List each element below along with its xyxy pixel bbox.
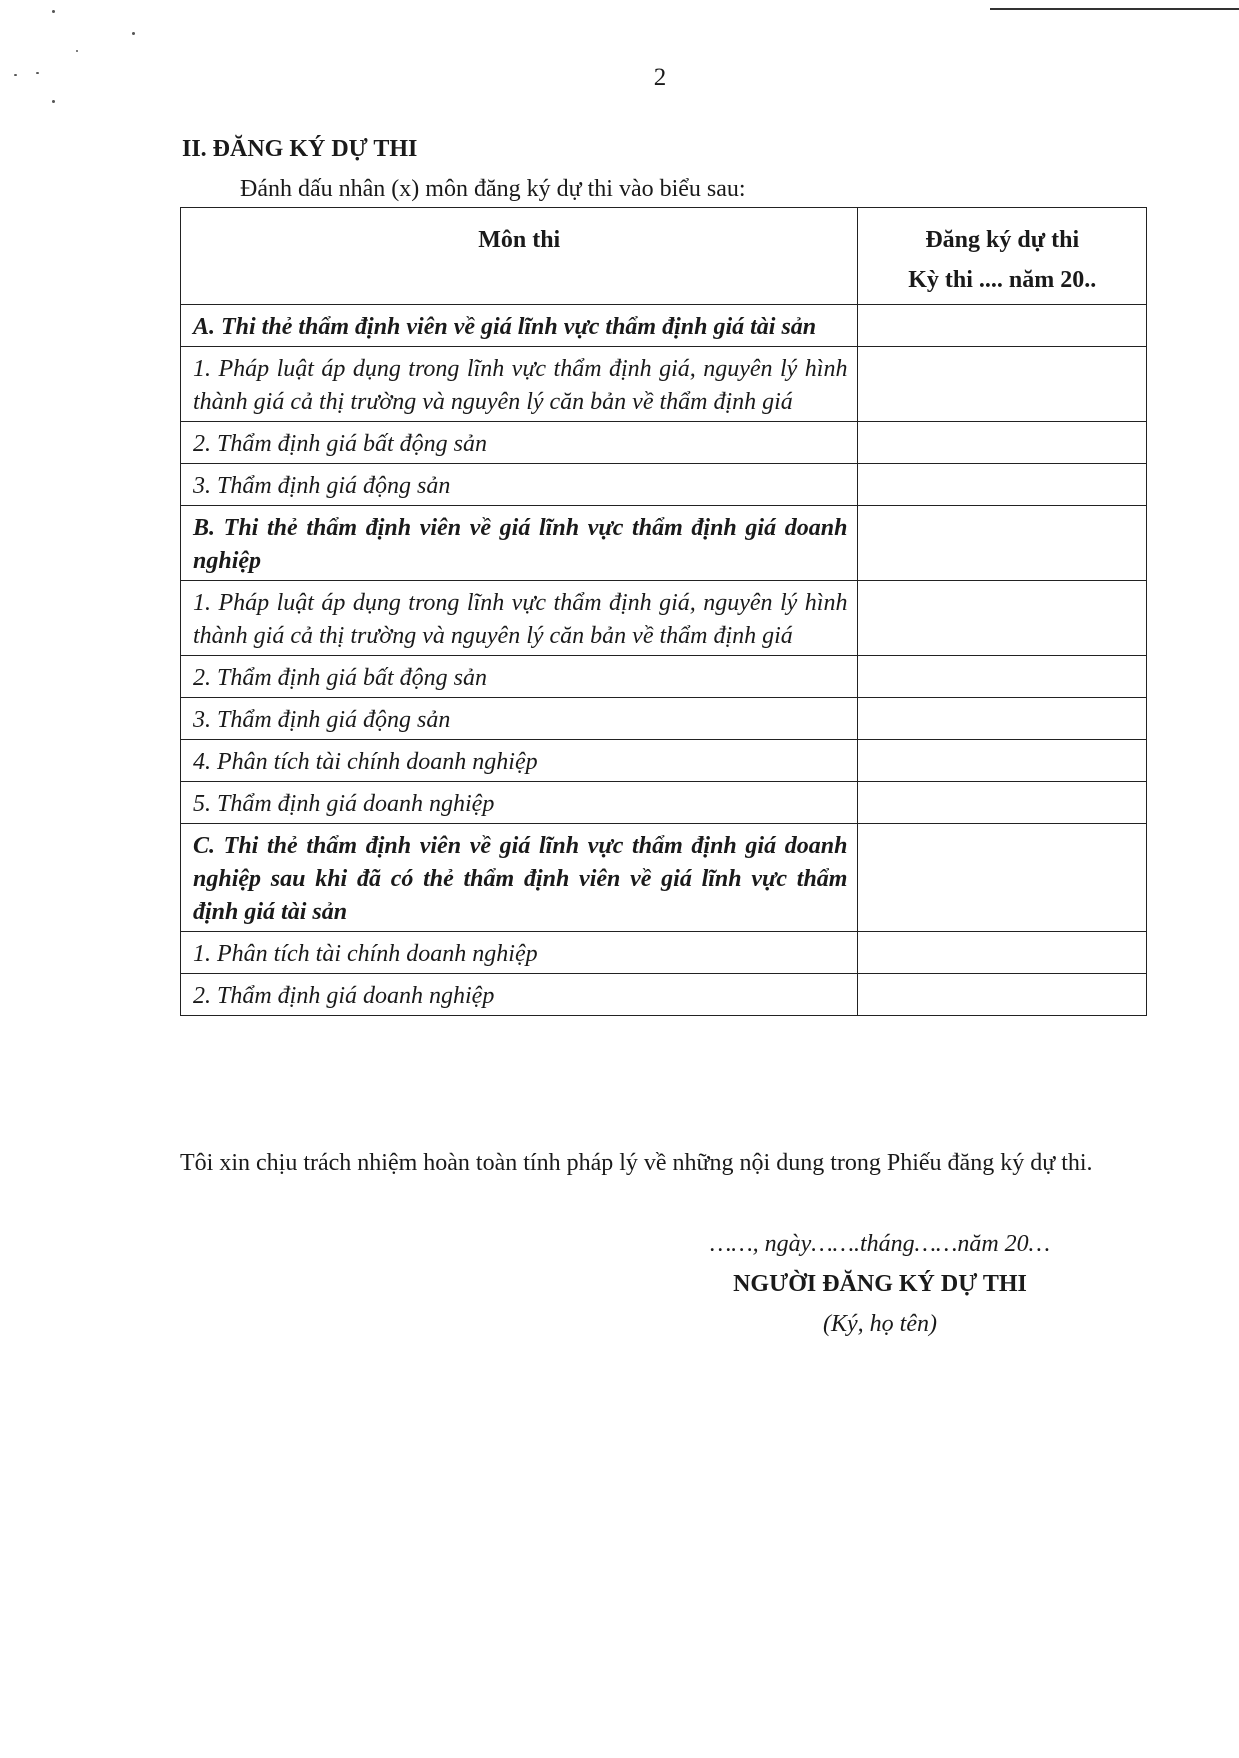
subject-cell: 2. Thẩm định giá doanh nghiệp — [181, 974, 858, 1016]
table-row — [181, 932, 1147, 974]
subject-cell: 2. Thẩm định giá bất động sản — [181, 422, 858, 464]
header-subject: Môn thi — [181, 208, 858, 305]
table-row — [181, 581, 1147, 656]
table-row-group — [181, 824, 1147, 932]
signature-date-line: ……, ngày…….tháng……năm 20… — [709, 1231, 1051, 1257]
subject-cell: 3. Thẩm định giá động sản — [181, 464, 858, 506]
registration-checkbox-cell[interactable] — [858, 506, 1147, 581]
table-row-group — [181, 305, 1147, 347]
registration-checkbox-cell[interactable] — [858, 581, 1147, 656]
registration-checkbox-cell[interactable] — [858, 305, 1147, 347]
subject-cell: 5. Thẩm định giá doanh nghiệp — [181, 782, 858, 824]
signature-note: (Ký, họ tên) — [823, 1311, 937, 1337]
subject-cell: B. Thi thẻ thẩm định viên về giá lĩnh vực thẩm định giá doanh nghiệp — [181, 506, 858, 581]
registration-checkbox-cell[interactable] — [858, 782, 1147, 824]
header-register — [858, 208, 1147, 305]
table-body — [181, 305, 1147, 1016]
signature-title: NGƯỜI ĐĂNG KÝ DỰ THI — [733, 1271, 1027, 1297]
table-row — [181, 422, 1147, 464]
section-title: II. ĐĂNG KÝ DỰ THI — [182, 136, 418, 162]
registration-table — [180, 207, 1147, 1016]
scan-mark — [52, 10, 55, 13]
registration-checkbox-cell[interactable] — [858, 740, 1147, 782]
table-header-row — [181, 208, 1147, 305]
scan-mark — [132, 32, 135, 35]
registration-checkbox-cell[interactable] — [858, 824, 1147, 932]
table-row — [181, 782, 1147, 824]
top-rule — [990, 8, 1239, 10]
declaration-text: Tôi xin chịu trách nhiệm hoàn toàn tính pháp lý về những nội dung trong Phiếu đăng ký dự thi. — [180, 1150, 1093, 1176]
subject-cell: 2. Thẩm định giá bất động sản — [181, 656, 858, 698]
registration-checkbox-cell[interactable] — [858, 464, 1147, 506]
table-row — [181, 464, 1147, 506]
page-number: 2 — [653, 64, 667, 91]
subject-cell: 1. Pháp luật áp dụng trong lĩnh vực thẩm định giá, nguyên lý hình thành giá cả thị trường và nguyên lý căn bản về thẩm định giá — [181, 581, 858, 656]
registration-checkbox-cell[interactable] — [858, 932, 1147, 974]
registration-checkbox-cell[interactable] — [858, 656, 1147, 698]
registration-checkbox-cell[interactable] — [858, 698, 1147, 740]
registration-checkbox-cell[interactable] — [858, 422, 1147, 464]
subject-cell: 3. Thẩm định giá động sản — [181, 698, 858, 740]
registration-checkbox-cell[interactable] — [858, 347, 1147, 422]
table-row — [181, 698, 1147, 740]
table-row — [181, 740, 1147, 782]
header-register-line2: Kỳ thi .... năm 20.. — [908, 267, 1097, 293]
table-row — [181, 656, 1147, 698]
instruction-text: Đánh dấu nhân (x) môn đăng ký dự thi vào biểu sau: — [240, 176, 746, 202]
subject-cell: A. Thi thẻ thẩm định viên về giá lĩnh vực thẩm định giá tài sản — [181, 305, 858, 347]
subject-cell: 1. Pháp luật áp dụng trong lĩnh vực thẩm định giá, nguyên lý hình thành giá cả thị trường và nguyên lý căn bản về thẩm định giá — [181, 347, 858, 422]
header-register-line1: Đăng ký dự thi — [925, 227, 1080, 253]
subject-cell: 4. Phân tích tài chính doanh nghiệp — [181, 740, 858, 782]
table-row — [181, 347, 1147, 422]
scan-mark — [52, 100, 55, 103]
table-row — [181, 974, 1147, 1016]
subject-cell: C. Thi thẻ thẩm định viên về giá lĩnh vực thẩm định giá doanh nghiệp sau khi đã có thẻ thẩm định viên về giá lĩnh vực thẩm định giá tài sản — [181, 824, 858, 932]
registration-checkbox-cell[interactable] — [858, 974, 1147, 1016]
signature-block — [640, 1224, 1120, 1344]
table-row-group — [181, 506, 1147, 581]
subject-cell: 1. Phân tích tài chính doanh nghiệp — [181, 932, 858, 974]
scan-mark — [76, 50, 78, 52]
